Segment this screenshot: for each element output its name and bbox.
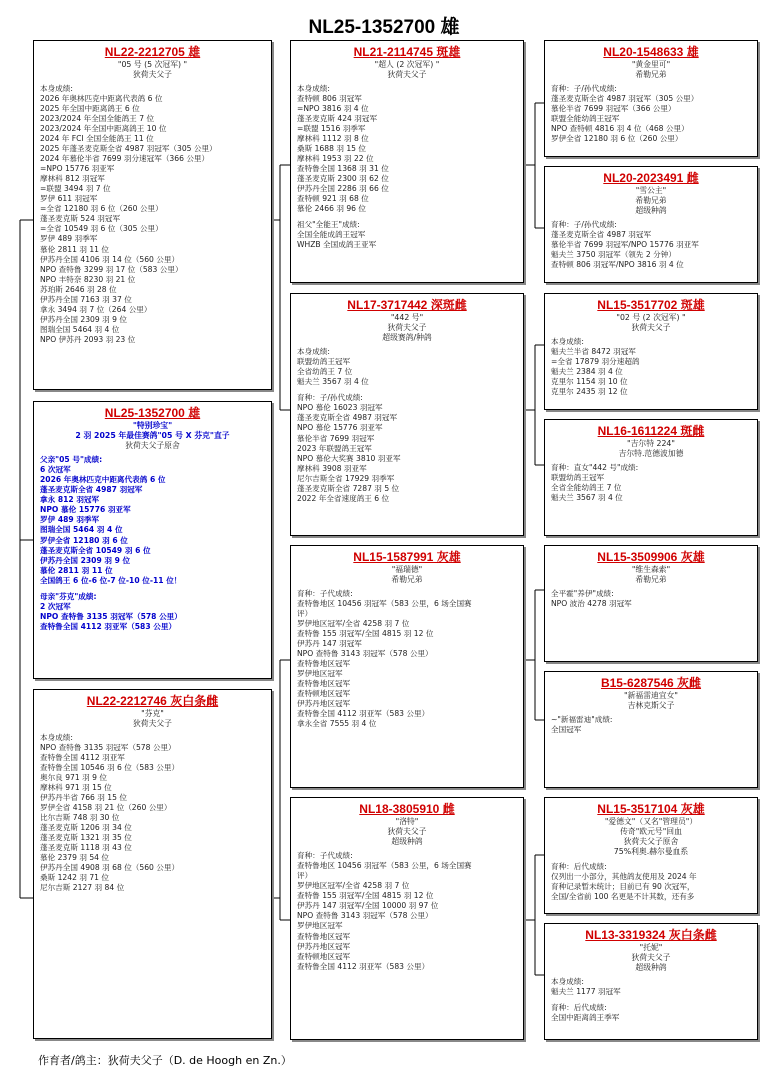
result-line: 罗伊地区冠军/全省 4258 羽 7 位 — [297, 619, 410, 629]
result-line: 本身成绩: — [551, 337, 584, 347]
ring-number: B15-6287546 灰雌 — [600, 676, 702, 690]
pedigree-box-gp3 — [290, 545, 524, 788]
pigeon-subtitle: 狄荷夫父子原舍 — [125, 441, 180, 451]
pedigree-box-p1 — [33, 40, 272, 390]
result-line: 伊苏丹全国 7163 羽 37 位 — [40, 294, 132, 304]
result-line: 慕伦 2466 羽 96 位 — [297, 204, 367, 214]
result-line: 查特鲁地区冠军 — [297, 931, 351, 941]
result-line: NPO 波治 4278 羽冠军 — [551, 599, 632, 609]
result-line: 魁夫兰半省 8472 羽冠军 — [551, 347, 636, 357]
result-line: NPO 慕伦 15776 羽亚军 — [297, 423, 383, 433]
result-line: 查特鲁全国 10546 羽 6 位（583 公里） — [40, 763, 180, 773]
result-line: 苏珀斯 2646 羽 28 位 — [40, 284, 117, 294]
result-line: 全国鸽王 6 位-6 位-7 位-10 位-11 位！ — [40, 575, 182, 585]
pigeon-subtitle: 希勒兄弟 — [635, 70, 667, 80]
pigeon-subtitle: 超级种鸽 — [635, 206, 667, 216]
result-line: 育种：子/孙代成绩: — [551, 84, 617, 94]
pigeon-subtitle: "442 号" — [390, 313, 424, 322]
result-line: 蓬圣麦克斯全省 7287 羽 5 位 — [297, 483, 400, 493]
result-line: 育种：子代成绩: — [297, 851, 353, 861]
ring-number: NL13-3319324 灰白条雌 — [585, 928, 717, 942]
ring-number: NL15-3517104 灰雄 — [597, 802, 705, 816]
pigeon-subtitle: 希勒兄弟 — [635, 575, 667, 585]
result-line: NPO 查特顿 4816 羽 4 位（468 公里） — [551, 124, 689, 134]
breeder-footer: 作育者/鸽主：狄荷夫父子（D. de Hoogh en Zn.） — [38, 1054, 292, 1067]
result-line: NPO 慕伦 15776 羽亚军 — [40, 505, 131, 515]
result-line: 慕伦半省 7699 羽冠军 — [297, 433, 375, 443]
pigeon-subtitle: "芬克" — [141, 709, 164, 718]
result-line: 蓬圣麦克斯全省 4987 羽冠军 — [40, 485, 143, 495]
result-line: 蓬圣麦克斯全省 4987 羽冠军 — [551, 230, 652, 240]
result-line: 育种记录暂未统计；目前已有 90 次冠军， — [551, 881, 695, 891]
result-line: NPO 丰特奈 8230 羽 21 位 — [40, 274, 136, 284]
pigeon-subtitle: 超级种鸽 — [635, 963, 667, 973]
result-line: 2025 年全国中距离鸽王 6 位 — [40, 104, 140, 114]
ring-number: NL15-1587991 灰雄 — [353, 550, 461, 564]
pigeon-subtitle: 狄荷夫父子原舍 — [623, 837, 679, 847]
result-line: =NPO 15776 羽亚军 — [40, 164, 115, 174]
pigeon-subtitle: 希勒兄弟 — [635, 196, 667, 206]
pigeon-subtitle: "新福雷迪宜女" — [624, 691, 678, 700]
pigeon-subtitle: "雪公主" — [635, 186, 667, 195]
result-line: 伊苏丹地区冠军 — [297, 941, 351, 951]
result-line: 魁夫兰 3567 羽 4 位 — [297, 377, 369, 387]
result-line: 全国中距离鸽王季军 — [551, 1013, 620, 1023]
pigeon-subtitle: 吉林克斯父子 — [627, 701, 675, 711]
result-line: 2026 年奥林匹克中距离代表鸽 6 位 — [40, 94, 163, 104]
pigeon-subtitle: "福瑞德" — [391, 565, 423, 574]
pigeon-subtitle: 狄荷夫父子 — [387, 323, 427, 333]
result-line: 蓬圣麦克斯全省 4987 羽冠军（305 公里） — [551, 94, 699, 104]
result-line: 查特鲁全国 4112 羽亚军（583 公里） — [297, 961, 430, 971]
result-line: NPO 查特鲁 3299 羽 17 位（583 公里） — [40, 264, 183, 274]
result-line: 摩林科 1953 羽 22 位 — [297, 154, 374, 164]
result-line: 查特鲁地区冠军 — [297, 679, 351, 689]
result-line: 查特顿地区冠军 — [297, 951, 351, 961]
result-line: 比尔吉斯 748 羽 30 位 — [40, 813, 120, 823]
result-line: NPO 查特鲁 3143 羽冠军（578 公里） — [297, 649, 433, 659]
result-line: 魁夫兰 2384 羽 4 位 — [551, 367, 623, 377]
pigeon-subtitle: 狄荷夫父子 — [133, 719, 172, 729]
ring-number: NL16-1611224 斑雌 — [597, 424, 705, 438]
pigeon-subtitle: "02 号 (2 次冠军) " — [616, 313, 686, 322]
result-line: 蓬圣麦克斯 1118 羽 43 位 — [40, 843, 132, 853]
result-line: 摩林科 812 羽冠军 — [40, 174, 105, 184]
pedigree-box-g4 — [544, 419, 758, 536]
pigeon-subtitle: 希勒兄弟 — [391, 575, 423, 585]
result-line: 罗伊地区冠军/全省 4258 羽 7 位 — [297, 881, 410, 891]
result-line: 查特鲁全国 4112 羽亚军（583 公里） — [297, 709, 430, 719]
result-line: 查特顿 806 羽冠军 — [297, 94, 362, 104]
result-line: 摩林科 3908 羽亚军 — [297, 463, 367, 473]
result-line: 罗伊地区冠军 — [297, 669, 343, 679]
pigeon-subtitle: 狄荷夫父子 — [133, 70, 172, 80]
result-line: 2024 年慕伦半省 7699 羽分速冠军（366 公里） — [40, 154, 210, 164]
result-line: 本身成绩: — [40, 733, 73, 743]
pigeon-subtitle: "爱德文"（又名"管理员"） — [604, 817, 698, 826]
result-line: 评） — [297, 871, 313, 881]
result-line: WHZB 全国成鸽王亚军 — [297, 240, 377, 250]
pigeon-subtitle: 超级赛鸽/种鸽 — [382, 333, 432, 343]
result-line: 查特鲁地区 10456 羽冠军（583 公里，6 场全国赛 — [297, 599, 472, 609]
result-line: 育种：直女"442 号"成绩: — [551, 463, 639, 473]
result-line: 奥尔良 971 羽 9 位 — [40, 773, 107, 783]
pigeon-subtitle: 吉尔特.范德波加德 — [618, 449, 684, 459]
result-line: NPO 查特鲁 3135 羽冠军（578 公里） — [40, 743, 176, 753]
result-line: 尼尔吉斯全省 17929 羽季军 — [297, 473, 395, 483]
pedigree-box-g6 — [544, 671, 758, 788]
pedigree-box-g8 — [544, 923, 758, 1040]
pedigree-box-g3 — [544, 293, 758, 410]
pedigree-box-g1 — [544, 40, 758, 157]
result-line: 查特顿 921 羽 68 位 — [297, 194, 369, 204]
result-line: 联盟幼鸽王冠军 — [297, 357, 351, 367]
result-line: 图瑞全国 5464 羽 4 位 — [40, 525, 123, 535]
result-line: 2023 年联盟鸽王冠军 — [297, 443, 372, 453]
result-line: 慕伦 2811 羽 11 位 — [40, 244, 110, 254]
pigeon-subtitle: 超级种鸽 — [391, 837, 423, 847]
result-line: 2023/2024 年全国中距离鸽王 10 位 — [40, 124, 167, 134]
ring-number: NL15-3517702 斑雄 — [597, 298, 705, 312]
result-line: 伊苏丹半省 766 羽 15 位 — [40, 793, 127, 803]
result-line: 联盟幼鸽王冠军 — [551, 473, 605, 483]
result-line: =全省 10549 羽 6 位（305 公里） — [40, 224, 163, 234]
result-line: 伊苏丹全国 2309 羽 9 位 — [40, 555, 131, 565]
pigeon-subtitle: "吉尔特 224" — [627, 439, 675, 448]
result-line: =联盟 1516 羽季军 — [297, 124, 366, 134]
ring-number: NL17-3717442 深斑雌 — [347, 298, 467, 312]
pigeon-subtitle: "特别珍宝" — [132, 421, 173, 430]
result-line: 育种：后代成绩: — [551, 1003, 607, 1013]
result-line: 2 次冠军 — [40, 601, 71, 611]
result-line: 2025 年蓬圣麦克斯全省 4987 羽冠军（305 公里） — [40, 144, 217, 154]
result-line: 图瑞全国 5464 羽 4 位 — [40, 324, 120, 334]
pedigree-box-g5 — [544, 545, 758, 662]
result-line: 罗伊全省 4158 羽 21 位（260 公里） — [40, 803, 172, 813]
result-line: 本身成绩: — [297, 347, 330, 357]
result-line: 伊苏丹全国 4106 羽 14 位（560 公里） — [40, 254, 180, 264]
result-line: 查特鲁地区 10456 羽冠军（583 公里，6 场全国赛 — [297, 861, 472, 871]
result-line: 拿永 3494 羽 7 位（264 公里） — [40, 304, 152, 314]
result-line: 慕伦半省 7699 羽冠军/NPO 15776 羽亚军 — [551, 240, 699, 250]
pigeon-subtitle: "05 号 (5 次冠军) " — [117, 60, 188, 69]
pedigree-box-g2 — [544, 166, 758, 283]
result-line: 蓬圣麦克斯 1321 羽 35 位 — [40, 833, 132, 843]
result-line: 桑斯 1242 羽 71 位 — [40, 873, 110, 883]
result-line: 罗伊全省 12180 羽 6 位（260 公里） — [551, 134, 683, 144]
result-line: 育种：子/孙代成绩: — [551, 220, 617, 230]
result-line: 查特顿 806 羽冠军/NPO 3816 羽 4 位 — [551, 260, 684, 270]
result-line: 6 次冠军 — [40, 465, 71, 475]
result-line: 罗伊地区冠军 — [297, 921, 343, 931]
result-line: 魁夫兰 1177 羽冠军 — [551, 987, 621, 997]
result-line: =联盟 3494 羽 7 位 — [40, 184, 111, 194]
pigeon-subtitle: "洛特" — [395, 817, 419, 826]
ring-number: NL22-2212746 灰白条雌 — [86, 694, 219, 708]
result-line: 祖父"全能王"成绩: — [297, 220, 360, 230]
result-line: NPO 伊苏丹 2093 羽 23 位 — [40, 334, 136, 344]
result-line: 查特鲁全国 4112 羽亚军 — [40, 753, 125, 763]
result-line: 克里尔 1154 羽 10 位 — [551, 377, 628, 387]
result-line: 罗伊 611 羽冠军 — [40, 194, 98, 204]
ring-number: NL15-3509906 灰雄 — [597, 550, 705, 564]
result-line: 伊苏丹全国 2286 羽 66 位 — [297, 184, 389, 194]
result-line: 本身成绩: — [297, 84, 330, 94]
pigeon-subtitle: 狄荷夫父子 — [631, 323, 671, 333]
result-line: 慕伦 2379 羽 54 位 — [40, 853, 110, 863]
result-line: 2023/2024 年全国全能鸽王 7 位 — [40, 114, 155, 124]
result-line: 伊苏丹 147 羽冠军 — [297, 639, 362, 649]
ring-number: NL20-1548633 雄 — [603, 45, 699, 59]
result-line: 联盟全能幼鸽王冠军 — [551, 114, 620, 124]
pigeon-subtitle: "托妮" — [639, 943, 663, 952]
result-line: 评） — [297, 609, 313, 619]
pigeon-subtitle: "超人 (2 次冠军) " — [374, 60, 440, 69]
pigeon-subtitle: 传奇"欧元号"回血 — [620, 827, 682, 837]
result-line: 全国/全省前 100 名更是不计其数，还有多 — [551, 891, 695, 901]
ring-number: NL20-2023491 雌 — [603, 171, 699, 185]
result-line: 伊苏丹 147 羽冠军/全国 10000 羽 97 位 — [297, 901, 439, 911]
result-line: 本身成绩: — [551, 977, 584, 987]
result-line: 2026 年奥林匹克中距离代表鸽 6 位 — [40, 475, 166, 485]
result-line: NPO 查特鲁 3143 羽冠军（578 公里） — [297, 911, 433, 921]
pigeon-subtitle: 狄荷夫父子 — [631, 953, 671, 963]
result-line: 2022 年全省速度鸽王 6 位 — [297, 493, 390, 503]
result-line: 母亲"芬克"成绩: — [40, 591, 97, 601]
result-line: NPO 慕伦 16023 羽冠军 — [297, 403, 383, 413]
result-line: 罗伊 489 羽季军 — [40, 515, 100, 525]
result-line: 摩林科 971 羽 15 位 — [40, 783, 112, 793]
result-line: 魁夫兰 3750 羽冠军（领先 2 分钟） — [551, 250, 676, 260]
pedigree-box-gp4 — [290, 797, 524, 1040]
pigeon-subtitle: "黄金里可" — [631, 60, 671, 69]
result-line: ~"新福雷迪"成绩: — [551, 715, 613, 725]
result-line: 拿永 812 羽冠军 — [40, 495, 100, 505]
pigeon-subtitle: 狄荷夫父子 — [387, 827, 427, 837]
pigeon-subtitle: 2 羽 2025 年最佳赛鸽"05 号 X 芬克"直子 — [75, 431, 230, 441]
result-line: 全省全能幼鸽王 7 位 — [551, 483, 622, 493]
result-line: 育种：后代成绩: — [551, 861, 607, 871]
result-line: 查特鲁全国 4112 羽亚军（583 公里） — [40, 621, 177, 631]
pigeon-subtitle: 75%利奥.赫尔曼血系 — [613, 847, 689, 857]
result-line: 查特鲁全国 1368 羽 31 位 — [297, 164, 389, 174]
pedigree-box-gp2 — [290, 293, 524, 536]
result-line: NPO 查特鲁 3135 羽冠军（578 公里） — [40, 611, 182, 621]
result-line: 拿永全省 7555 羽 4 位 — [297, 719, 377, 729]
result-line: 伊苏丹全国 2309 羽 9 位 — [40, 314, 127, 324]
pedigree-box-main — [33, 401, 272, 679]
result-line: 本身成绩: — [40, 84, 73, 94]
result-line: 查特顿地区冠军 — [297, 689, 351, 699]
page-title: NL25-1352700 雄 — [308, 17, 460, 38]
result-line: =全省 12180 羽 6 位（260 公里） — [40, 204, 163, 214]
result-line: 伊苏丹全国 4908 羽 68 位（560 公里） — [40, 863, 180, 873]
result-line: NPO 慕伦大奖赛 3810 羽亚军 — [297, 453, 401, 463]
result-line: 育种：子/孙代成绩: — [297, 393, 363, 403]
pedigree-box-gp1 — [290, 40, 524, 283]
result-line: 尼尔吉斯 2127 羽 84 位 — [40, 883, 125, 893]
result-line: 蓬圣麦克斯全省 4987 羽冠军 — [297, 413, 398, 423]
result-line: 伊苏丹地区冠军 — [297, 699, 351, 709]
result-line: 慕伦半省 7699 羽冠军（366 公里） — [551, 104, 676, 114]
pigeon-subtitle: 狄荷夫父子 — [387, 70, 427, 80]
result-line: 育种：子代成绩: — [297, 589, 353, 599]
result-line: 父亲"05 号"成绩: — [40, 455, 103, 465]
result-line: 罗伊全省 12180 羽 6 位 — [40, 535, 128, 545]
result-line: 全省幼鸽王 7 位 — [297, 367, 353, 377]
result-line: 仅列出一小部分，其他鸽友使用及 2024 年 — [551, 871, 697, 881]
result-line: 克里尔 2435 羽 12 位 — [551, 387, 628, 397]
ring-number: NL22-2212705 雄 — [104, 45, 201, 59]
pedigree-box-g7 — [544, 797, 758, 914]
result-line: 蓬圣麦克斯全省 10549 羽 6 位 — [40, 545, 151, 555]
result-line: 全国全能成鸽王冠军 — [297, 230, 366, 240]
result-line: 蓬圣麦克斯 524 羽冠军 — [40, 214, 121, 224]
result-line: 摩林科 1112 羽 8 位 — [297, 134, 369, 144]
result-line: 查特鲁地区冠军 — [297, 659, 351, 669]
result-line: 罗伊 489 羽季军 — [40, 234, 98, 244]
result-line: 2024 年 FCI 全国全能鸽王 11 位 — [40, 134, 154, 144]
result-line: =全省 17879 羽分速超鸽 — [551, 357, 640, 367]
ring-number: NL25-1352700 雄 — [104, 406, 201, 420]
pigeon-subtitle: "维生森索" — [631, 565, 671, 574]
result-line: 桑斯 1688 羽 15 位 — [297, 144, 367, 154]
result-line: 全平霍"养伊"成绩: — [551, 589, 614, 599]
ring-number: NL18-3805910 雌 — [359, 802, 455, 816]
result-line: 蓬圣麦克斯 1206 羽 34 位 — [40, 823, 132, 833]
result-line: 全国冠军 — [551, 725, 582, 735]
result-line: 蓬圣麦克斯 2300 羽 62 位 — [297, 174, 389, 184]
result-line: =NPO 3816 羽 4 位 — [297, 104, 369, 114]
result-line: 慕伦 2811 羽 11 位 — [40, 565, 113, 575]
pedigree-box-p2 — [33, 689, 272, 1039]
result-line: 查特鲁 155 羽冠军/全国 4815 羽 12 位 — [297, 891, 434, 901]
result-line: 魁夫兰 3567 羽 4 位 — [551, 493, 623, 503]
result-line: 查特鲁 155 羽冠军/全国 4815 羽 12 位 — [297, 629, 434, 639]
ring-number: NL21-2114745 斑雄 — [353, 45, 461, 59]
result-line: 蓬圣麦克斯 424 羽冠军 — [297, 114, 378, 124]
